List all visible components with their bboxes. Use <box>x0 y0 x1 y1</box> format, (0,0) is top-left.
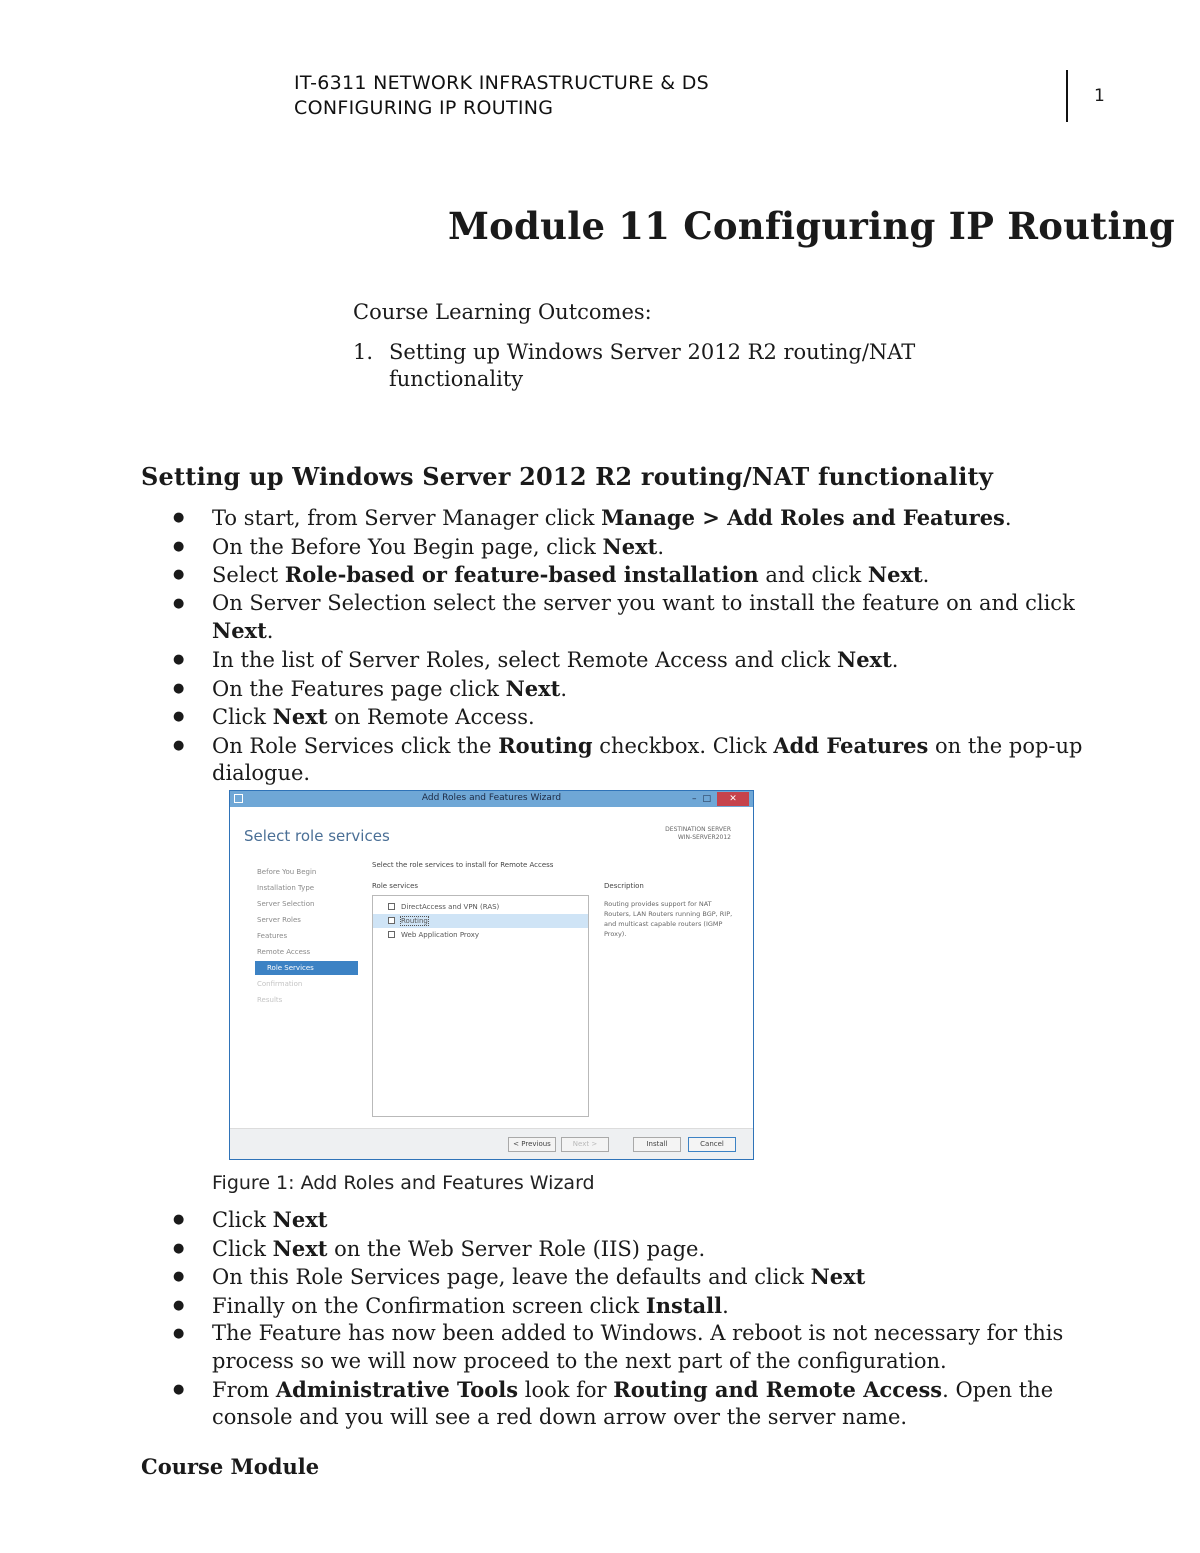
wizard-instruction: Select the role services to install for Remote Access <box>372 861 554 869</box>
step-text: Click <box>212 705 273 730</box>
step-item <box>170 1235 1130 1264</box>
step-emphasis: Next <box>602 533 658 559</box>
step-emphasis: Add Features <box>773 732 929 758</box>
step-text: Click <box>212 1236 273 1261</box>
role-service-row[interactable] <box>373 900 588 914</box>
step-emphasis: Manage > Add Roles and Features <box>601 505 1005 530</box>
maximize-icon[interactable]: □ <box>702 794 711 804</box>
role-service-label: Web Application Proxy <box>401 931 479 939</box>
section-heading: Setting up Windows Server 2012 R2 routing/NAT functionality <box>141 462 993 491</box>
step-item <box>170 504 1130 533</box>
step-emphasis: Routing and Remote Access <box>613 1376 943 1402</box>
step-text: . <box>722 1293 729 1318</box>
page-title: Module 11 Configuring IP Routing <box>448 204 1175 248</box>
step-emphasis: Install <box>645 1292 723 1318</box>
wizard-titlebar <box>230 791 753 807</box>
description-header: Description <box>604 882 644 890</box>
step-emphasis: Next <box>810 1264 866 1290</box>
wizard-nav-item[interactable]: Results <box>257 996 283 1004</box>
step-text: To start, from Server Manager click <box>212 506 602 530</box>
step-item <box>170 646 1130 675</box>
role-services-list[interactable] <box>372 895 589 1117</box>
role-service-label: DirectAccess and VPN (RAS) <box>401 903 500 911</box>
step-text: . Open the console and you will see a red down arrow over the server name. <box>212 1377 1054 1430</box>
step-emphasis: Next <box>837 646 892 672</box>
step-item <box>170 1292 1130 1321</box>
step-text: on the pop-up dialogue. <box>212 733 1083 786</box>
step-item <box>170 1206 1130 1235</box>
close-icon[interactable]: ✕ <box>717 792 749 806</box>
wizard-nav-item[interactable]: Installation Type <box>257 884 315 892</box>
header-topic: CONFIGURING IP ROUTING <box>294 97 554 119</box>
step-emphasis: Next <box>272 704 328 730</box>
outcomes-list <box>353 339 1013 393</box>
step-emphasis: Role-based or feature-based installation <box>284 562 759 588</box>
step-item <box>170 732 1130 788</box>
wizard-nav-item[interactable]: Before You Begin <box>257 868 317 876</box>
step-item <box>170 533 1130 562</box>
install-button[interactable]: Install <box>633 1137 681 1152</box>
figure-caption: Figure 1: Add Roles and Features Wizard <box>212 1172 595 1194</box>
wizard-nav-item[interactable]: Server Selection <box>257 900 315 908</box>
step-text: checkbox. Click <box>592 733 774 758</box>
wizard-heading: Select role services <box>244 827 390 845</box>
step-text: Finally on the Confirmation screen click <box>212 1293 646 1318</box>
wizard-nav-item[interactable]: Features <box>257 932 288 940</box>
step-emphasis: Administrative Tools <box>275 1376 519 1402</box>
outcome-text: Setting up Windows Server 2012 R2 routing/NAT functionality <box>389 340 916 391</box>
header-course-code: IT-6311 NETWORK INFRASTRUCTURE & DS <box>294 72 710 94</box>
step-emphasis: Next <box>212 618 267 644</box>
step-text: . <box>560 676 568 701</box>
step-item <box>170 1263 1130 1292</box>
destination-value: WIN-SERVER2012 <box>677 834 731 841</box>
footer-label: Course Module <box>141 1454 320 1479</box>
step-text: On this Role Services page, leave the defaults and click <box>212 1265 811 1290</box>
wizard-screenshot <box>229 790 754 1160</box>
step-text: From <box>212 1377 276 1402</box>
wizard-nav-item[interactable]: Role Services <box>255 961 358 975</box>
step-text: . <box>657 534 665 559</box>
role-service-row[interactable] <box>373 914 588 928</box>
step-emphasis: Next <box>272 1207 328 1232</box>
step-text: Click <box>212 1208 273 1232</box>
wizard-window-title: Add Roles and Features Wizard <box>421 793 562 803</box>
step-text: On Role Services click the <box>212 733 499 758</box>
wizard-nav <box>256 864 358 1008</box>
step-text: . <box>1004 506 1012 530</box>
role-service-checkbox[interactable] <box>388 903 395 910</box>
step-item <box>170 561 1130 590</box>
outcome-item <box>353 339 1013 393</box>
step-text: The Feature has now been added to Windows. A reboot is not necessary for this process so we will now proceed to the next part of the configuration. <box>212 1321 1064 1373</box>
step-text: . <box>922 563 930 588</box>
steps-list-after <box>170 1206 1130 1432</box>
step-emphasis: Routing <box>498 732 593 758</box>
step-text: On the Before You Begin page, click <box>212 534 603 559</box>
outcome-number: 1. <box>353 340 374 364</box>
role-service-checkbox[interactable] <box>388 931 395 938</box>
cancel-button[interactable]: Cancel <box>688 1137 736 1152</box>
step-text: . <box>266 619 274 644</box>
step-text: look for <box>518 1377 614 1402</box>
step-text: . <box>891 647 899 672</box>
step-text: on Remote Access. <box>327 705 535 730</box>
role-service-checkbox[interactable] <box>388 917 395 924</box>
destination-server <box>665 826 731 842</box>
outcomes-label: Course Learning Outcomes: <box>353 300 652 324</box>
destination-label: DESTINATION SERVER <box>665 826 731 833</box>
step-emphasis: Next <box>867 562 923 588</box>
step-text: and click <box>758 563 868 588</box>
wizard-nav-item[interactable]: Remote Access <box>257 948 311 956</box>
wizard-nav-item[interactable]: Confirmation <box>257 980 303 988</box>
header-divider <box>1066 70 1068 122</box>
step-emphasis: Next <box>272 1235 328 1261</box>
steps-list-before <box>170 504 1130 788</box>
step-text: On the Features page click <box>212 676 506 701</box>
page-number: 1 <box>1094 86 1105 106</box>
step-text: Select <box>212 563 285 588</box>
role-service-label: Routing <box>401 917 428 925</box>
role-service-row[interactable] <box>373 928 588 942</box>
window-controls <box>692 791 749 807</box>
role-description: Routing provides support for NAT Routers, LAN Routers running BGP, RIP, and multicast capable routers (IGMP Proxy). <box>604 900 733 938</box>
step-item <box>170 1376 1130 1432</box>
minimize-icon[interactable]: – <box>691 794 697 804</box>
step-emphasis: Next <box>505 675 561 701</box>
wizard-footer <box>230 1128 753 1159</box>
wizard-nav-item[interactable]: Server Roles <box>257 916 301 924</box>
step-item <box>170 1320 1130 1375</box>
step-item <box>170 703 1130 732</box>
previous-button[interactable]: < Previous <box>508 1137 556 1152</box>
role-services-header: Role services <box>372 882 419 890</box>
step-item <box>170 675 1130 704</box>
next-button[interactable]: Next > <box>561 1137 609 1152</box>
step-text: On Server Selection select the server you want to install the feature on and click <box>212 590 1075 615</box>
step-text: In the list of Server Roles, select Remote Access and click <box>212 647 837 672</box>
step-text: on the Web Server Role (IIS) page. <box>327 1236 706 1261</box>
step-item <box>170 590 1130 646</box>
